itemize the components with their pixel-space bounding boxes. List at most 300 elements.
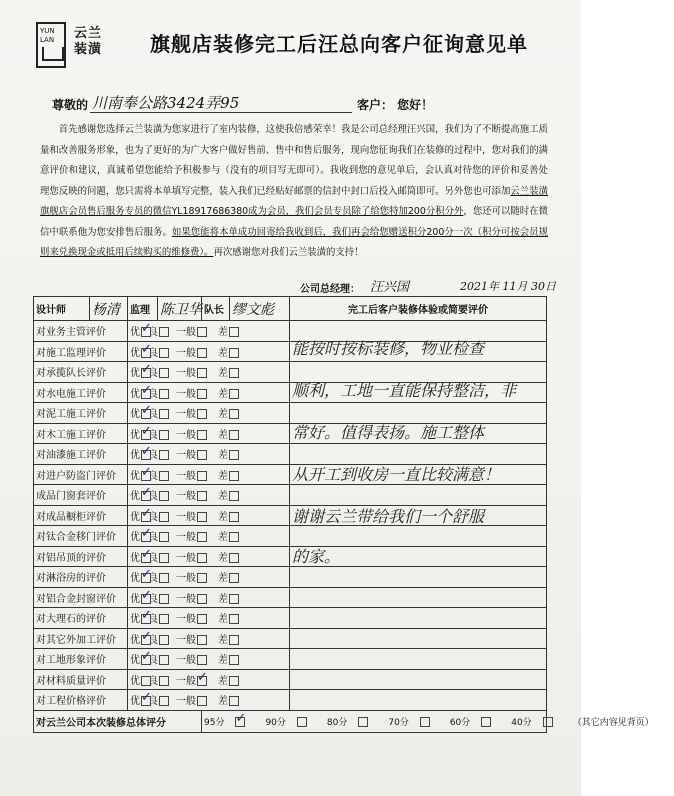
rating-good[interactable] xyxy=(130,651,148,666)
checkbox-icon[interactable] xyxy=(297,717,307,727)
rating-avg-label: 一般 xyxy=(176,470,196,482)
comment-cell xyxy=(290,341,547,362)
rating-bad-label: 差 xyxy=(218,470,228,482)
row-label: 对成品橱柜评价 xyxy=(34,505,128,526)
rating-bad-label: 差 xyxy=(218,675,228,687)
rating-bad[interactable] xyxy=(218,590,242,605)
rating-bad-label: 差 xyxy=(218,429,228,441)
rating-options xyxy=(128,485,290,506)
checkbox-icon[interactable] xyxy=(141,532,151,542)
comment-cell xyxy=(290,567,547,588)
table-row xyxy=(34,608,547,629)
rating-good-label: 优 xyxy=(130,675,140,687)
rating-avg-label: 一般 xyxy=(176,552,196,564)
total-score-label: 对云兰公司本次装修总体评分 xyxy=(34,710,202,732)
rating-bad-label: 差 xyxy=(218,655,228,667)
rating-good[interactable] xyxy=(130,631,148,646)
table-row xyxy=(34,444,547,465)
table-row xyxy=(34,341,547,362)
checkbox-icon[interactable] xyxy=(229,676,239,686)
checkbox-icon[interactable] xyxy=(141,348,151,358)
checkbox-icon[interactable] xyxy=(141,450,151,460)
checkbox-icon[interactable] xyxy=(197,512,207,522)
checkbox-icon[interactable] xyxy=(159,471,169,481)
rating-bad[interactable] xyxy=(218,446,242,461)
score-option[interactable]: 60分 xyxy=(450,715,501,728)
rating-good-label: 优 xyxy=(130,634,140,646)
rating-bad[interactable] xyxy=(218,569,242,584)
rating-avg[interactable] xyxy=(176,405,218,420)
checkbox-icon[interactable] xyxy=(141,553,151,563)
checkbox-icon[interactable] xyxy=(141,676,151,686)
checkbox-icon[interactable] xyxy=(159,553,169,563)
comment-line: 顺利，工地一直能保持整洁，非 xyxy=(292,381,517,400)
rating-ok[interactable] xyxy=(148,672,176,687)
comment-line: 能按时按标装修，物业检查 xyxy=(292,339,485,358)
rating-good[interactable] xyxy=(130,549,148,564)
checkbox-icon[interactable] xyxy=(197,368,207,378)
rating-good[interactable] xyxy=(130,610,148,625)
rating-good[interactable] xyxy=(130,508,148,523)
checkbox-icon[interactable] xyxy=(197,348,207,358)
rating-avg[interactable] xyxy=(176,446,218,461)
checkbox-icon[interactable] xyxy=(197,655,207,665)
rating-avg-label: 一般 xyxy=(176,634,196,646)
rating-options xyxy=(128,505,290,526)
form-title: 旗舰店装修完工后汪总向客户征询意见单 xyxy=(150,32,528,56)
rating-ok[interactable] xyxy=(148,651,176,666)
checkbox-icon[interactable] xyxy=(159,430,169,440)
rating-options xyxy=(128,526,290,547)
checkbox-icon[interactable] xyxy=(229,532,239,542)
score-option[interactable]: 90分 xyxy=(265,715,316,728)
rating-good-label: 优 xyxy=(130,450,140,462)
rating-bad-label: 差 xyxy=(218,532,228,544)
table-row xyxy=(34,362,547,383)
rating-bad[interactable] xyxy=(218,487,242,502)
checkbox-icon[interactable] xyxy=(141,594,151,604)
comment-cell xyxy=(290,505,547,526)
manager-signature: 公司总经理： 汪兴国 2021年 11月 30日 xyxy=(300,278,560,296)
rating-ok[interactable] xyxy=(148,610,176,625)
rating-ok-label: 良 xyxy=(148,593,158,605)
rating-options xyxy=(128,382,290,403)
comment-line: 从开工到收房一直比较满意！ xyxy=(292,465,501,484)
score-option[interactable]: 95分✓ xyxy=(204,715,255,728)
rating-good[interactable] xyxy=(130,569,148,584)
rating-avg[interactable] xyxy=(176,590,218,605)
greeting xyxy=(52,96,552,116)
rating-ok[interactable] xyxy=(148,631,176,646)
evaluation-rows xyxy=(34,297,654,733)
checkbox-icon[interactable] xyxy=(229,614,239,624)
checkbox-icon[interactable] xyxy=(197,532,207,542)
comment-cell xyxy=(290,608,547,629)
rating-avg[interactable] xyxy=(176,364,218,379)
wechat-highlight: 云兰装潢旗舰店会员售后服务专员的微信YL18917686380成为会员，我们会员专员除了给您特加200分积分外 xyxy=(40,185,548,217)
checkbox-icon[interactable] xyxy=(159,512,169,522)
rating-bad-label: 差 xyxy=(218,593,228,605)
checkbox-icon[interactable] xyxy=(197,327,207,337)
comment-cell xyxy=(290,382,547,403)
checkbox-icon[interactable] xyxy=(197,635,207,645)
row-label: 对业务主管评价 xyxy=(34,321,128,342)
comment-cell xyxy=(290,649,547,670)
rating-options xyxy=(128,403,290,424)
customer-address-handwritten: 川南奉公路3424弄95 xyxy=(92,94,240,112)
checkbox-icon[interactable] xyxy=(141,491,151,501)
row-label: 对材料质量评价 xyxy=(34,669,128,690)
checkbox-icon[interactable] xyxy=(141,368,151,378)
checkbox-icon[interactable] xyxy=(420,717,430,727)
company-logo xyxy=(36,22,124,72)
rating-avg-label: 一般 xyxy=(176,573,196,585)
rating-ok-label: 良 xyxy=(148,675,158,687)
rating-bad[interactable] xyxy=(218,323,242,338)
rating-good[interactable] xyxy=(130,528,148,543)
rating-bad-label: 差 xyxy=(218,634,228,646)
checkbox-icon[interactable] xyxy=(229,389,239,399)
checkbox-icon[interactable] xyxy=(229,655,239,665)
rating-avg[interactable] xyxy=(176,487,218,502)
table-header-row xyxy=(34,297,547,321)
rating-ok-label: 良 xyxy=(148,696,158,708)
rating-bad[interactable] xyxy=(218,549,242,564)
rating-avg[interactable] xyxy=(176,426,218,441)
checkbox-icon[interactable] xyxy=(141,327,151,337)
rating-good-label: 优 xyxy=(130,511,140,523)
rating-good[interactable] xyxy=(130,364,148,379)
checkbox-icon[interactable] xyxy=(141,696,151,706)
greeting-suffix: 客户： 您好！ xyxy=(357,98,434,112)
rating-avg-label: 一般 xyxy=(176,675,196,687)
rating-bad[interactable] xyxy=(218,631,242,646)
rating-good-label: 优 xyxy=(130,614,140,626)
checkbox-icon[interactable] xyxy=(159,532,169,542)
rating-avg[interactable] xyxy=(176,528,218,543)
rating-ok-label: 良 xyxy=(148,511,158,523)
rating-bad-label: 差 xyxy=(218,368,228,380)
rating-bad[interactable] xyxy=(218,528,242,543)
rating-good[interactable] xyxy=(130,692,148,707)
comment-line: 常好。值得表扬。施工整体 xyxy=(292,423,485,442)
rating-avg-label: 一般 xyxy=(176,388,196,400)
rating-ok[interactable] xyxy=(148,549,176,564)
rating-avg[interactable] xyxy=(176,672,218,687)
checkbox-icon[interactable] xyxy=(141,471,151,481)
rating-bad-label: 差 xyxy=(218,491,228,503)
checkbox-icon[interactable] xyxy=(229,594,239,604)
rating-avg[interactable] xyxy=(176,385,218,400)
checkbox-icon[interactable] xyxy=(141,409,151,419)
rating-options xyxy=(128,587,290,608)
rating-ok[interactable] xyxy=(148,446,176,461)
rating-good[interactable] xyxy=(130,672,148,687)
score-option[interactable]: 80分 xyxy=(327,715,378,728)
checkbox-icon[interactable] xyxy=(141,573,151,583)
rating-good-label: 优 xyxy=(130,655,140,667)
checkbox-icon[interactable] xyxy=(197,491,207,501)
rating-ok-label: 良 xyxy=(148,429,158,441)
rating-ok[interactable] xyxy=(148,364,176,379)
foreman-name-handwritten: 缪文彪 xyxy=(230,297,290,321)
rating-bad-label: 差 xyxy=(218,450,228,462)
rating-avg[interactable] xyxy=(176,549,218,564)
table-row xyxy=(34,587,547,608)
checkbox-icon[interactable] xyxy=(235,717,245,727)
checkbox-icon[interactable] xyxy=(229,348,239,358)
checkbox-icon[interactable] xyxy=(159,635,169,645)
checkbox-icon[interactable] xyxy=(159,594,169,604)
rating-good-label: 优 xyxy=(130,552,140,564)
rating-good-label: 优 xyxy=(130,573,140,585)
manager-name-handwritten: 汪兴国 xyxy=(370,280,410,295)
rating-ok[interactable] xyxy=(148,590,176,605)
rating-ok-label: 良 xyxy=(148,552,158,564)
rating-bad[interactable] xyxy=(218,467,242,482)
checkbox-icon[interactable] xyxy=(141,655,151,665)
comment-cell xyxy=(290,526,547,547)
rating-avg[interactable] xyxy=(176,651,218,666)
rating-ok[interactable] xyxy=(148,405,176,420)
score-option[interactable]: 70分 xyxy=(388,715,439,728)
rating-bad[interactable] xyxy=(218,692,242,707)
table-row xyxy=(34,321,547,342)
rating-options xyxy=(128,464,290,485)
rating-ok-label: 良 xyxy=(148,388,158,400)
rating-bad-label: 差 xyxy=(218,552,228,564)
rating-ok[interactable] xyxy=(148,467,176,482)
table-row xyxy=(34,669,547,690)
checkbox-icon[interactable] xyxy=(197,594,207,604)
rating-ok[interactable] xyxy=(148,385,176,400)
rating-bad[interactable] xyxy=(218,508,242,523)
checkbox-icon[interactable] xyxy=(159,655,169,665)
rating-good[interactable] xyxy=(130,446,148,461)
rating-bad[interactable] xyxy=(218,364,242,379)
checkbox-icon[interactable] xyxy=(229,512,239,522)
rating-ok[interactable] xyxy=(148,569,176,584)
row-label: 对铝合金封窗评价 xyxy=(34,587,128,608)
table-row xyxy=(34,567,547,588)
rating-options xyxy=(128,567,290,588)
rating-good[interactable] xyxy=(130,385,148,400)
checkbox-icon[interactable] xyxy=(229,635,239,645)
rating-avg-label: 一般 xyxy=(176,429,196,441)
total-score-row xyxy=(34,710,547,732)
row-label: 成品门窗套评价 xyxy=(34,485,128,506)
rating-options xyxy=(128,628,290,649)
rating-good[interactable] xyxy=(130,323,148,338)
comment-cell xyxy=(290,362,547,383)
checkbox-icon[interactable] xyxy=(159,614,169,624)
rating-good-label: 优 xyxy=(130,327,140,339)
checkbox-icon[interactable] xyxy=(141,430,151,440)
score-option[interactable]: （其它内容见背页） xyxy=(572,717,654,728)
rating-avg[interactable] xyxy=(176,569,218,584)
rating-bad-label: 差 xyxy=(218,388,228,400)
checkbox-icon[interactable] xyxy=(543,717,553,727)
checkbox-icon[interactable] xyxy=(197,553,207,563)
checkbox-icon[interactable] xyxy=(229,491,239,501)
score-option[interactable]: 40分 xyxy=(511,715,562,728)
supervisor-label: 监理 xyxy=(128,297,158,321)
checkbox-icon[interactable] xyxy=(229,573,239,583)
rating-options xyxy=(128,321,290,342)
rating-bad-label: 差 xyxy=(218,573,228,585)
rating-bad[interactable] xyxy=(218,385,242,400)
checkbox-icon[interactable] xyxy=(481,717,491,727)
checkbox-icon[interactable] xyxy=(159,573,169,583)
row-label: 对大理石的评价 xyxy=(34,608,128,629)
checkbox-icon[interactable] xyxy=(159,450,169,460)
rating-good[interactable] xyxy=(130,467,148,482)
checkbox-icon[interactable] xyxy=(141,512,151,522)
checkbox-icon[interactable] xyxy=(197,450,207,460)
checkbox-icon[interactable] xyxy=(197,573,207,583)
greeting-label: 尊敬的 xyxy=(52,98,89,112)
designer-label: 设计师 xyxy=(34,297,90,321)
checkbox-icon[interactable] xyxy=(229,696,239,706)
comment-cell xyxy=(290,690,547,711)
comment-cell xyxy=(290,587,547,608)
checkbox-icon[interactable] xyxy=(197,471,207,481)
rating-bad[interactable] xyxy=(218,426,242,441)
checkbox-icon[interactable] xyxy=(159,327,169,337)
rating-options xyxy=(128,669,290,690)
comment-line: 谢谢云兰带给我们一个舒服 xyxy=(292,507,485,526)
rating-ok[interactable] xyxy=(148,508,176,523)
rating-bad[interactable] xyxy=(218,405,242,420)
rating-bad[interactable] xyxy=(218,672,242,687)
rating-good[interactable] xyxy=(130,487,148,502)
rating-good-label: 优 xyxy=(130,368,140,380)
checkbox-icon[interactable] xyxy=(229,450,239,460)
comment-cell xyxy=(290,423,547,444)
rating-ok-label: 良 xyxy=(148,573,158,585)
row-label: 对进户防盗门评价 xyxy=(34,464,128,485)
rating-ok-label: 良 xyxy=(148,470,158,482)
checkbox-icon[interactable] xyxy=(197,696,207,706)
comment-column-title: 完工后客户装修体验或简要评价 xyxy=(290,297,547,321)
rating-bad-label: 差 xyxy=(218,347,228,359)
total-score-options xyxy=(202,710,654,732)
rating-avg-label: 一般 xyxy=(176,450,196,462)
checkbox-icon[interactable] xyxy=(197,430,207,440)
checkbox-icon[interactable] xyxy=(159,491,169,501)
row-label: 对其它外加工评价 xyxy=(34,628,128,649)
rating-avg[interactable] xyxy=(176,631,218,646)
foreman-label: 队长 xyxy=(202,297,230,321)
rating-avg[interactable] xyxy=(176,692,218,707)
table-row xyxy=(34,485,547,506)
rating-ok[interactable] xyxy=(148,692,176,707)
rating-good[interactable] xyxy=(130,344,148,359)
rating-avg[interactable] xyxy=(176,323,218,338)
checkbox-icon[interactable] xyxy=(229,368,239,378)
rating-good[interactable] xyxy=(130,590,148,605)
checkbox-icon[interactable] xyxy=(159,696,169,706)
checkbox-icon[interactable] xyxy=(159,676,169,686)
checkbox-icon[interactable] xyxy=(229,471,239,481)
rating-ok[interactable] xyxy=(148,426,176,441)
rating-ok-label: 良 xyxy=(148,532,158,544)
row-label: 对工程价格评价 xyxy=(34,690,128,711)
checkbox-icon[interactable] xyxy=(197,676,207,686)
rating-bad[interactable] xyxy=(218,651,242,666)
bonus-highlight: 如果您能将本单成功回寄给我收到后，我们再会给您赠送积分200分一次（积分可按会员规则来兑换现金或抵用后续购买的维修费）。 xyxy=(40,226,548,258)
rating-good-label: 优 xyxy=(130,532,140,544)
rating-good-label: 优 xyxy=(130,491,140,503)
rating-good-label: 优 xyxy=(130,347,140,359)
rating-good-label: 优 xyxy=(130,696,140,708)
checkbox-icon[interactable] xyxy=(141,614,151,624)
checkbox-icon[interactable] xyxy=(159,389,169,399)
checkbox-icon[interactable] xyxy=(197,409,207,419)
rating-ok-label: 良 xyxy=(148,634,158,646)
rating-bad-label: 差 xyxy=(218,511,228,523)
row-label: 对钛合金移门评价 xyxy=(34,526,128,547)
rating-options xyxy=(128,423,290,444)
checkbox-icon[interactable] xyxy=(229,430,239,440)
rating-avg[interactable] xyxy=(176,508,218,523)
checkbox-icon[interactable] xyxy=(229,409,239,419)
table-row xyxy=(34,546,547,567)
rating-avg[interactable] xyxy=(176,467,218,482)
rating-good-label: 优 xyxy=(130,409,140,421)
checkbox-icon[interactable] xyxy=(159,368,169,378)
rating-avg[interactable] xyxy=(176,344,218,359)
rating-good[interactable] xyxy=(130,426,148,441)
checkbox-icon[interactable] xyxy=(141,635,151,645)
rating-bad-label: 差 xyxy=(218,409,228,421)
row-label: 对工地形象评价 xyxy=(34,649,128,670)
rating-bad[interactable] xyxy=(218,610,242,625)
rating-options xyxy=(128,362,290,383)
rating-ok[interactable] xyxy=(148,344,176,359)
checkbox-icon[interactable] xyxy=(159,409,169,419)
rating-avg-label: 一般 xyxy=(176,593,196,605)
table-row xyxy=(34,649,547,670)
rating-good-label: 优 xyxy=(130,470,140,482)
checkbox-icon[interactable] xyxy=(197,389,207,399)
rating-avg-label: 一般 xyxy=(176,327,196,339)
checkbox-icon[interactable] xyxy=(197,614,207,624)
rating-avg[interactable] xyxy=(176,610,218,625)
table-row xyxy=(34,526,547,547)
rating-options xyxy=(128,341,290,362)
rating-good[interactable] xyxy=(130,405,148,420)
checkbox-icon[interactable] xyxy=(159,348,169,358)
checkbox-icon[interactable] xyxy=(229,327,239,337)
comment-cell xyxy=(290,628,547,649)
rating-ok[interactable] xyxy=(148,323,176,338)
rating-bad[interactable] xyxy=(218,344,242,359)
checkbox-icon[interactable] xyxy=(141,389,151,399)
rating-ok[interactable] xyxy=(148,528,176,543)
rating-ok[interactable] xyxy=(148,487,176,502)
checkbox-icon[interactable] xyxy=(358,717,368,727)
rating-avg-label: 一般 xyxy=(176,614,196,626)
table-row xyxy=(34,403,547,424)
row-label: 对泥工施工评价 xyxy=(34,403,128,424)
rating-avg-label: 一般 xyxy=(176,491,196,503)
rating-options xyxy=(128,444,290,465)
rating-options xyxy=(128,546,290,567)
checkbox-icon[interactable] xyxy=(229,553,239,563)
rating-ok-label: 良 xyxy=(148,450,158,462)
comment-cell xyxy=(290,464,547,485)
